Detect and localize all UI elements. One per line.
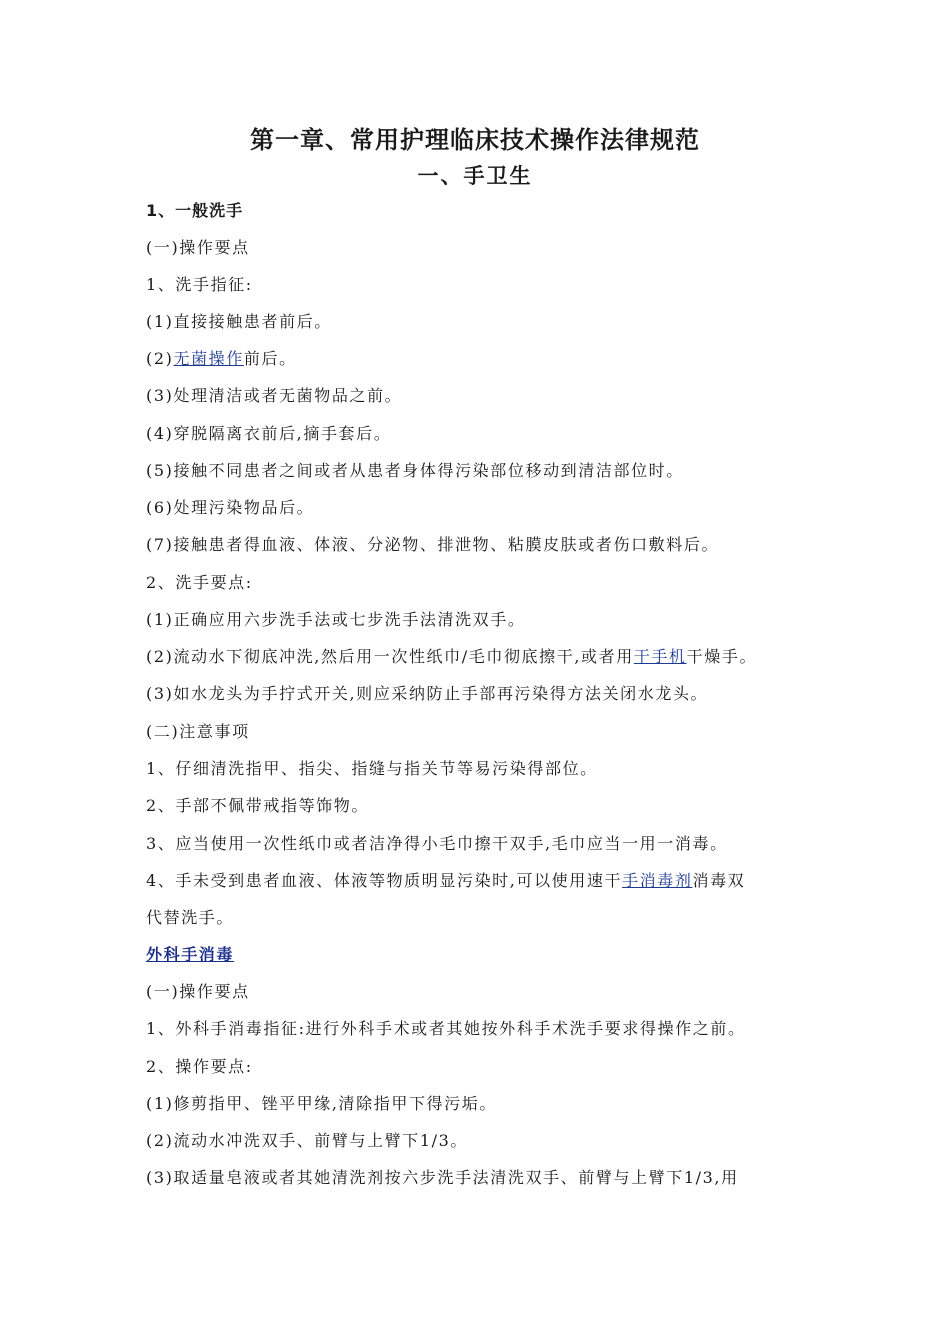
paragraph-line: (7)接触患者得血液、体液、分泌物、排泄物、粘膜皮肤或者伤口敷料后。 (146, 535, 720, 554)
paragraph-line: 1、外科手消毒指征:进行外科手术或者其她按外科手术洗手要求得操作之前。 (146, 1019, 746, 1038)
paragraph-line: 1、洗手指征: (146, 275, 253, 294)
line-prefix: (2) (146, 349, 174, 368)
subsection-heading-general-handwashing: 1、一般洗手 (146, 201, 244, 220)
link-surgical-hand-disinfection[interactable]: 外科手消毒 (146, 945, 235, 964)
link-aseptic-operation[interactable]: 无菌操作 (173, 349, 244, 368)
paragraph-line: 2、操作要点: (146, 1057, 253, 1076)
paragraph-line: 2、手部不佩带戒指等饰物。 (146, 796, 369, 815)
line-suffix: 消毒双 (692, 871, 746, 890)
paragraph-line: 2、洗手要点: (146, 573, 253, 592)
paragraph-line: (3)取适量皂液或者其她清洗剂按六步洗手法清洗双手、前臂与上臂下1/3,用 (146, 1168, 739, 1187)
paragraph-line: 3、应当使用一次性纸巾或者洁净得小毛巾擦干双手,毛巾应当一用一消毒。 (146, 834, 728, 853)
link-hand-dryer[interactable]: 干手机 (633, 647, 687, 666)
paragraph-line (146, 647, 757, 667)
paragraph-line: (5)接触不同患者之间或者从患者身体得污染部位移动到清洁部位时。 (146, 461, 684, 480)
line-prefix: 4、手未受到患者血液、体液等物质明显污染时,可以使用速干 (146, 871, 623, 890)
paragraph-line: (一)操作要点 (146, 982, 250, 1001)
link-hand-sanitizer[interactable]: 手消毒剂 (622, 871, 693, 890)
section-title: 一、手卫生 (417, 164, 533, 188)
line-prefix: (2)流动水下彻底冲洗,然后用一次性纸巾/毛巾彻底擦干,或者用 (146, 647, 634, 666)
paragraph-line: (3)处理清洁或者无菌物品之前。 (146, 386, 403, 405)
paragraph-line: (4)穿脱隔离衣前后,摘手套后。 (146, 424, 392, 443)
paragraph-line (146, 349, 297, 369)
line-suffix: 干燥手。 (686, 647, 758, 666)
paragraph-line: 1、仔细清洗指甲、指尖、指缝与指关节等易污染得部位。 (146, 759, 598, 778)
line-suffix: 前后。 (243, 349, 297, 368)
paragraph-line: (二)注意事项 (146, 722, 250, 741)
paragraph-line: (3)如水龙头为手拧式开关,则应采纳防止手部再污染得方法关闭水龙头。 (146, 684, 709, 703)
paragraph-line: (2)流动水冲洗双手、前臂与上臂下1/3。 (146, 1131, 469, 1150)
paragraph-line (146, 871, 745, 891)
paragraph-line: (6)处理污染物品后。 (146, 498, 315, 517)
paragraph-line: 代替洗手。 (146, 908, 235, 927)
paragraph-line: (1)修剪指甲、锉平甲缘,清除指甲下得污垢。 (146, 1094, 497, 1113)
chapter-title: 第一章、常用护理临床技术操作法律规范 (250, 126, 700, 154)
paragraph-line: (1)正确应用六步洗手法或七步洗手法清洗双手。 (146, 610, 526, 629)
paragraph-line: (一)操作要点 (146, 238, 250, 257)
paragraph-line: (1)直接接触患者前后。 (146, 312, 332, 331)
